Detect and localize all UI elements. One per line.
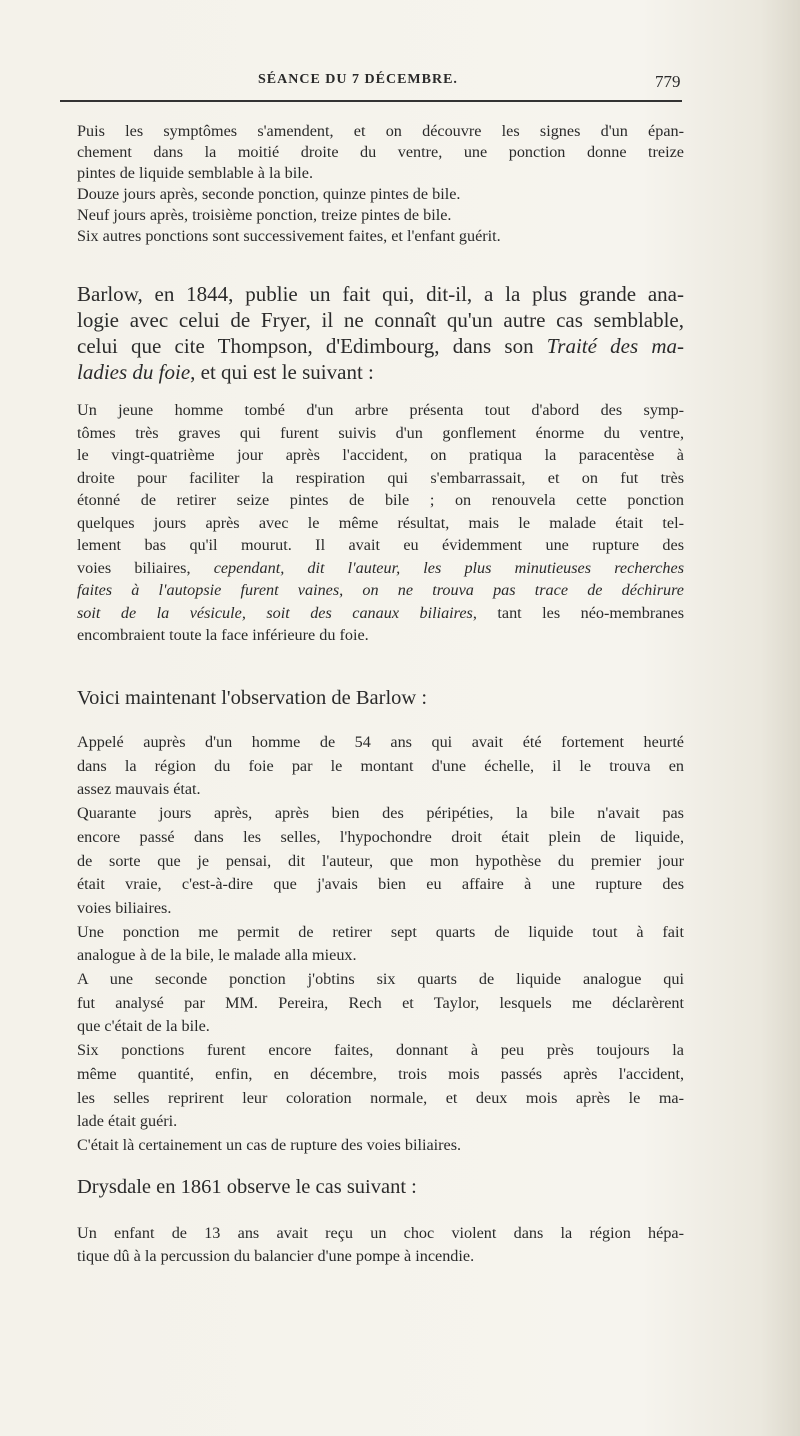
- text-line: [77, 778, 684, 802]
- text-line: étonné de retirer seize pintes de bile ; on renouvela cette ponction: [77, 491, 684, 509]
- text-line: encore passé dans les selles, l'hypochondre droit était plein de liquide,: [77, 827, 684, 846]
- text-line: [77, 685, 684, 711]
- text-span: tique dû à la percussion du balancier d'une pompe à incendie.: [77, 1247, 475, 1265]
- text-line: dans la région du foie par le montant d'une échelle, il le trouva en: [77, 756, 684, 775]
- text-line: [77, 1174, 684, 1200]
- text-line: [77, 184, 684, 205]
- text-span: encombraient toute la face inférieure du foie.: [77, 626, 369, 644]
- text-span: assez mauvais état.: [77, 780, 201, 799]
- text-line: [77, 1110, 684, 1134]
- text-line: [77, 205, 684, 226]
- text-line: logie avec celui de Fryer, il ne connaît qu'un autre cas semblable,: [77, 308, 684, 332]
- italic-text: faites à l'autopsie furent vaines, on ne trouva pas trace de déchirure: [77, 581, 684, 599]
- text-span: pintes de liquide semblable à la bile.: [77, 164, 313, 182]
- section-heading: [77, 685, 684, 711]
- text-line: [77, 1015, 684, 1039]
- text-span: C'était là certainement un cas de rupture des voies biliaires.: [77, 1135, 462, 1154]
- text-line: Quarante jours après, après bien des péripéties, la bile n'avait pas: [77, 804, 684, 823]
- paragraph: [77, 1222, 684, 1268]
- text-span: Douze jours après, seconde ponction, quinze pintes de bile.: [77, 185, 461, 203]
- text-span: , tant les néo-membranes: [472, 603, 684, 622]
- text-line: même quantité, enfin, en décembre, trois mois passés après l'accident,: [77, 1064, 684, 1083]
- text-line: quelques jours après avec le même résultat, mais le malade était tel-: [77, 513, 684, 532]
- header-rule: [60, 100, 682, 102]
- text-span: que c'était de la bile.: [77, 1017, 210, 1036]
- text-line: [77, 333, 684, 359]
- text-span: analogue à de la bile, le malade alla mieux.: [77, 946, 357, 965]
- running-title: SÉANCE DU 7 DÉCEMBRE.: [258, 72, 458, 87]
- text-line: était vraie, c'est-à-dire que j'avais bien eu affaire à une rupture des: [77, 875, 684, 894]
- text-span: , et qui est le suivant :: [190, 360, 374, 384]
- text-line: [77, 897, 684, 921]
- text-line: le vingt-quatrième jour après l'accident, on pratiqua la paracentèse à: [77, 446, 684, 464]
- text-span: voies biliaires.: [77, 898, 172, 917]
- italic-text: Traité des ma-: [546, 334, 684, 358]
- text-line: fut analysé par MM. Pereira, Rech et Taylor, lesquels me déclarèrent: [77, 993, 684, 1012]
- text-line: [77, 602, 684, 625]
- page-number: 779: [655, 72, 681, 91]
- italic-text: ladies du foie: [77, 360, 191, 384]
- text-line: Une ponction me permit de retirer sept quarts de liquide tout à fait: [77, 922, 684, 941]
- text-line: [77, 226, 684, 247]
- italic-text: soit de la vésicule, soit des canaux biliaires: [77, 603, 473, 622]
- text-line: tômes très graves qui furent suivis d'un gonflement énorme du ventre,: [77, 423, 684, 442]
- text-line: [77, 163, 684, 184]
- section-heading: [77, 1174, 684, 1200]
- text-line: les selles reprirent leur coloration normale, et deux mois après le ma-: [77, 1088, 684, 1107]
- text-span: Neuf jours après, troisième ponction, treize pintes de bile.: [77, 206, 452, 224]
- text-span: Drysdale en 1861 observe le cas suivant :: [77, 1176, 417, 1198]
- italic-text: cependant, dit l'auteur, les plus minutieuses recherches: [213, 558, 684, 577]
- text-line: [77, 1245, 684, 1268]
- text-line: Un jeune homme tombé d'un arbre présenta tout d'abord des symp-: [77, 401, 684, 419]
- text-line: de sorte que je pensai, dit l'auteur, que mon hypothèse du premier jour: [77, 851, 684, 870]
- text-span: voies biliaires,: [77, 558, 214, 577]
- text-line: [77, 624, 684, 647]
- text-line: droite pour faciliter la respiration qui s'embarrassait, et on fut très: [77, 468, 684, 487]
- text-line: chement dans la moitié droite du ventre, une ponction donne treize: [77, 143, 684, 161]
- text-line: [77, 579, 684, 602]
- text-line: [77, 359, 684, 385]
- text-line: Puis les symptômes s'amendent, et on découvre les signes d'un épan-: [77, 122, 684, 140]
- text-line: lement bas qu'il mourut. Il avait eu évidemment une rupture des: [77, 536, 684, 554]
- text-span: lade était guéri.: [77, 1112, 178, 1131]
- text-span: celui que cite Thompson, d'Edimbourg, dans son: [77, 334, 547, 358]
- text-line: [77, 1134, 684, 1158]
- text-line: [77, 944, 684, 968]
- paragraph: [77, 121, 684, 247]
- paragraph: [77, 731, 684, 1158]
- text-line: [77, 557, 684, 580]
- text-line: Appelé auprès d'un homme de 54 ans qui avait été fortement heurté: [77, 733, 684, 751]
- paragraph: [77, 281, 684, 385]
- text-line: A une seconde ponction j'obtins six quarts de liquide analogue qui: [77, 970, 684, 989]
- text-line: Six ponctions furent encore faites, donnant à peu près toujours la: [77, 1041, 684, 1060]
- text-span: Six autres ponctions sont successivement faites, et l'enfant guérit.: [77, 227, 501, 245]
- text-span: Voici maintenant l'observation de Barlow :: [77, 687, 428, 709]
- paragraph: [77, 399, 684, 647]
- text-line: Un enfant de 13 ans avait reçu un choc violent dans la région hépa-: [77, 1224, 684, 1242]
- text-line: Barlow, en 1844, publie un fait qui, dit-il, a la plus grande ana-: [77, 282, 684, 306]
